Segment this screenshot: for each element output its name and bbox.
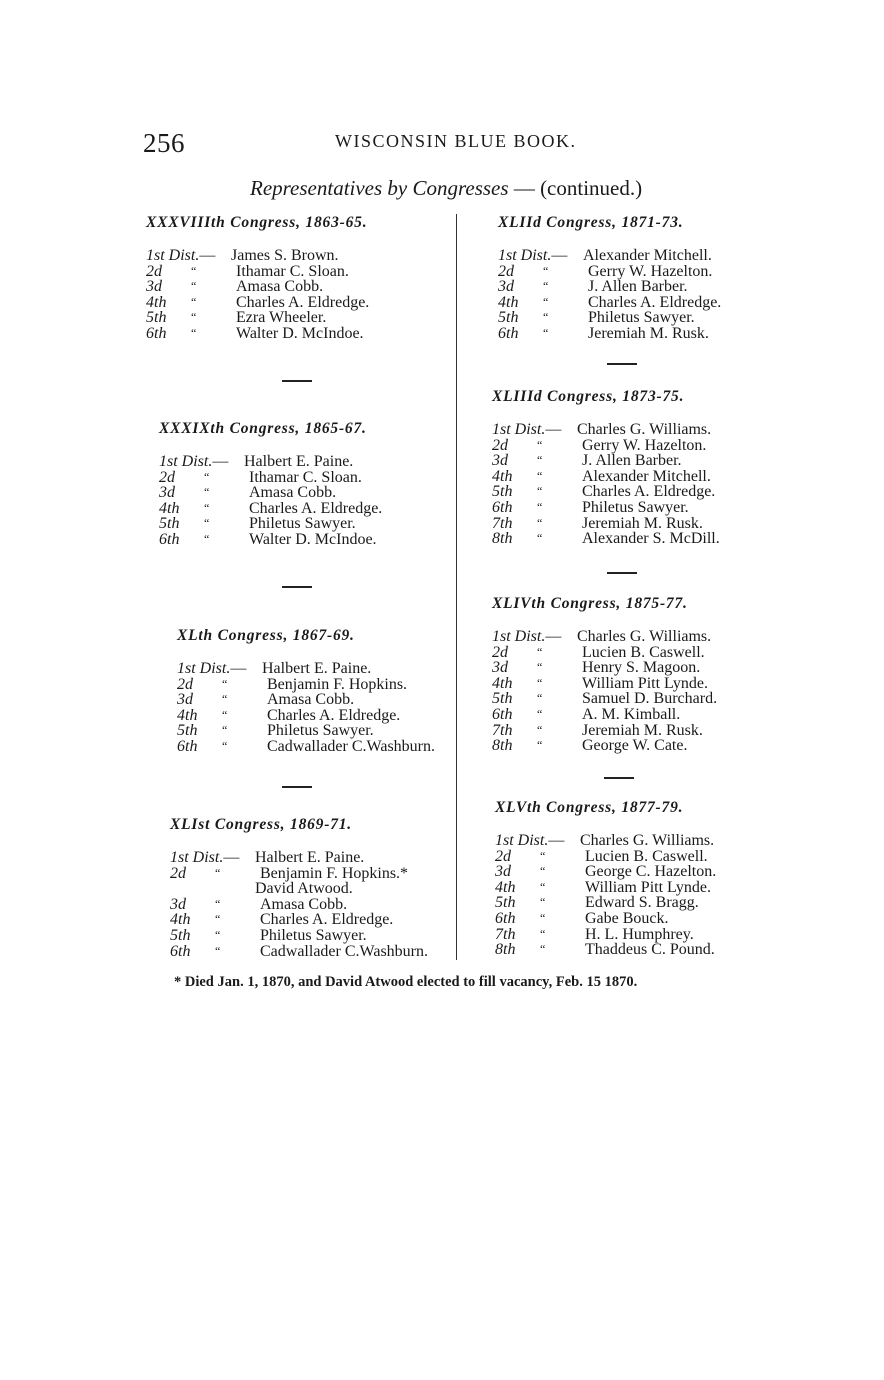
representative-row <box>492 691 717 707</box>
ditto-mark: “ <box>191 310 197 325</box>
representative-name: Cadwallader C.Washburn. <box>267 737 435 755</box>
representative-name: Philetus Sawyer. <box>260 926 367 944</box>
representative-name: Alexander Mitchell. <box>583 247 712 264</box>
ditto-mark: “ <box>543 263 549 278</box>
representative-row <box>492 469 720 485</box>
representative-name: Charles G. Williams. <box>580 832 715 849</box>
representative-name: Gerry W. Hazelton. <box>582 436 707 454</box>
representative-name: A. M. Kimball. <box>582 705 681 723</box>
ditto-mark: “ <box>191 279 197 294</box>
representative-name: Cadwallader C.Washburn. <box>260 942 428 960</box>
representative-list <box>495 833 716 958</box>
representative-name: Walter D. McIndoe. <box>249 530 377 548</box>
district-label: 4th <box>159 499 180 517</box>
ditto-mark: “ <box>543 294 549 309</box>
representative-row <box>492 516 720 532</box>
ditto-mark: “ <box>215 927 221 942</box>
representative-row <box>498 279 721 295</box>
district-label: 4th <box>492 467 513 485</box>
congress-title: XLIst Congress, 1869-71. <box>170 816 352 833</box>
representative-name: Walter D. McIndoe. <box>236 324 364 342</box>
district-label: 6th <box>146 324 167 342</box>
district-label: 4th <box>146 293 167 311</box>
representative-name: Thaddeus C. Pound. <box>585 941 715 959</box>
representative-row <box>146 264 369 280</box>
congress-block <box>492 595 717 754</box>
section-divider <box>607 363 637 365</box>
representative-name: Benjamin F. Hopkins. <box>267 675 408 693</box>
representative-name: Amasa Cobb. <box>236 278 324 296</box>
congress-block <box>498 214 721 342</box>
district-label: 8th <box>492 737 513 755</box>
representative-name: William Pitt Lynde. <box>585 878 712 896</box>
representative-row <box>492 707 717 723</box>
section-title <box>250 176 642 201</box>
representative-row <box>146 310 369 326</box>
district-label: 3d <box>170 895 186 913</box>
representative-row <box>177 661 435 677</box>
representative-name: Philetus Sawyer. <box>267 722 374 740</box>
representative-name: William Pitt Lynde. <box>582 674 709 692</box>
representative-row <box>146 248 369 264</box>
footnote: * Died Jan. 1, 1870, and David Atwood elected to fill vacancy, Feb. 15 1870. <box>174 974 638 990</box>
representative-list <box>492 422 720 547</box>
representative-row <box>498 326 721 342</box>
section-title-suffix: — (continued.) <box>508 176 643 200</box>
district-label: 8th <box>492 530 513 548</box>
representative-row <box>498 295 721 311</box>
representative-row <box>170 866 428 882</box>
section-divider <box>282 586 312 588</box>
district-label: 3d <box>492 659 508 677</box>
representative-name: Amasa Cobb. <box>249 484 337 502</box>
representative-name: George C. Hazelton. <box>585 863 717 881</box>
representative-row <box>492 453 720 469</box>
representative-row <box>177 692 435 708</box>
representative-row <box>492 645 717 661</box>
ditto-mark: “ <box>540 942 546 957</box>
district-label: 2d <box>177 675 193 693</box>
section-divider <box>282 380 312 382</box>
district-label: 2d <box>492 643 508 661</box>
district-label: 4th <box>170 911 191 929</box>
representative-row <box>146 279 369 295</box>
congress-block <box>495 799 716 958</box>
column-rule <box>456 214 457 960</box>
ditto-mark: “ <box>540 895 546 910</box>
representative-list <box>177 661 435 755</box>
congress-title: XLIId Congress, 1871-73. <box>498 214 684 231</box>
representative-name: Charles A. Eldredge. <box>588 293 722 311</box>
ditto-mark: “ <box>222 738 228 753</box>
ditto-mark: “ <box>191 263 197 278</box>
district-label: 2d <box>492 436 508 454</box>
district-label: 2d <box>495 847 511 865</box>
ditto-mark: “ <box>222 723 228 738</box>
representative-name: Halbert E. Paine. <box>244 453 354 470</box>
ditto-mark: “ <box>222 707 228 722</box>
district-label: 7th <box>495 925 516 943</box>
district-label: 2d <box>146 262 162 280</box>
congress-title: XXXIXth Congress, 1865-67. <box>159 420 367 437</box>
representative-list <box>146 248 369 342</box>
ditto-mark: “ <box>540 879 546 894</box>
congress-block <box>492 388 720 547</box>
district-label: 1st Dist.— <box>177 660 247 677</box>
representative-name: Lucien B. Caswell. <box>585 847 708 865</box>
ditto-mark: “ <box>204 469 210 484</box>
ditto-mark: “ <box>540 864 546 879</box>
representative-name: Amasa Cobb. <box>260 895 348 913</box>
congress-block <box>159 420 382 548</box>
district-label: 1st Dist.— <box>170 849 240 866</box>
representative-row <box>170 928 428 944</box>
representative-row <box>492 676 717 692</box>
district-label: 3d <box>177 691 193 709</box>
section-divider <box>607 572 637 574</box>
congress-title: XLth Congress, 1867-69. <box>177 627 355 644</box>
ditto-mark: “ <box>543 310 549 325</box>
representative-row <box>492 484 720 500</box>
representative-row <box>177 723 435 739</box>
representative-row <box>492 723 717 739</box>
representative-row <box>159 516 382 532</box>
ditto-mark: “ <box>537 644 543 659</box>
district-label: 4th <box>495 878 516 896</box>
district-label: 1st Dist.— <box>498 247 568 264</box>
district-label: 1st Dist.— <box>159 453 229 470</box>
district-label: 7th <box>492 514 513 532</box>
representative-row <box>495 895 716 911</box>
representative-row <box>498 264 721 280</box>
district-label: 4th <box>492 674 513 692</box>
ditto-mark: “ <box>537 691 543 706</box>
ditto-mark: “ <box>537 675 543 690</box>
congress-block <box>177 627 435 755</box>
district-label: 3d <box>146 278 162 296</box>
ditto-mark: “ <box>222 692 228 707</box>
representative-row <box>492 531 720 547</box>
district-label: 3d <box>492 452 508 470</box>
representative-name: Alexander S. McDill. <box>582 530 720 548</box>
representative-name: Philetus Sawyer. <box>588 309 695 327</box>
congress-title: XLIVth Congress, 1875-77. <box>492 595 688 612</box>
district-label: 5th <box>170 926 191 944</box>
representative-row <box>159 485 382 501</box>
representative-row <box>492 629 717 645</box>
ditto-mark: “ <box>215 896 221 911</box>
district-label: 3d <box>159 484 175 502</box>
district-label: 1st Dist.— <box>146 247 216 264</box>
district-label: 5th <box>492 483 513 501</box>
representative-name: David Atwood. <box>255 880 353 898</box>
district-label: 3d <box>495 863 511 881</box>
district-label: 5th <box>495 894 516 912</box>
page-number: 256 <box>143 128 185 158</box>
representative-row <box>492 438 720 454</box>
district-label: 1st Dist.— <box>492 628 562 645</box>
representative-list <box>498 248 721 342</box>
congress-title: XXXVIIIth Congress, 1863-65. <box>146 214 368 231</box>
representative-name: Henry S. Magoon. <box>582 659 701 677</box>
ditto-mark: “ <box>215 943 221 958</box>
representative-row <box>159 532 382 548</box>
district-label: 1st Dist.— <box>492 421 562 438</box>
representative-row <box>498 310 721 326</box>
representative-name: Ithamar C. Sloan. <box>249 468 362 486</box>
representative-name: Gabe Bouck. <box>585 909 669 927</box>
representative-name: Halbert E. Paine. <box>255 849 365 866</box>
district-label: 2d <box>159 468 175 486</box>
district-label: 6th <box>492 705 513 723</box>
district-label: 5th <box>177 722 198 740</box>
district-label: 3d <box>498 278 514 296</box>
district-label: 2d <box>170 864 186 882</box>
representative-row <box>495 864 716 880</box>
representative-name: Benjamin F. Hopkins.* <box>260 864 409 882</box>
representative-name: Charles A. Eldredge. <box>267 706 401 724</box>
ditto-mark: “ <box>540 848 546 863</box>
representative-row <box>492 500 720 516</box>
section-title-main: Representatives by Congresses <box>250 176 509 200</box>
district-label: 8th <box>495 941 516 959</box>
ditto-mark: “ <box>537 437 543 452</box>
representative-name: Charles G. Williams. <box>577 628 712 645</box>
representative-list <box>492 629 717 754</box>
district-label: 6th <box>495 909 516 927</box>
representative-row <box>495 927 716 943</box>
ditto-mark: “ <box>543 325 549 340</box>
ditto-mark: “ <box>537 706 543 721</box>
representative-name: James S. Brown. <box>231 247 339 264</box>
representative-name: Charles A. Eldredge. <box>249 499 383 517</box>
ditto-mark: “ <box>543 279 549 294</box>
district-label: 5th <box>492 690 513 708</box>
ditto-mark: “ <box>537 499 543 514</box>
representative-row <box>170 881 428 897</box>
ditto-mark: “ <box>537 453 543 468</box>
ditto-mark: “ <box>204 500 210 515</box>
representative-name: George W. Cate. <box>582 737 688 755</box>
ditto-mark: “ <box>540 926 546 941</box>
representative-row <box>492 660 717 676</box>
representative-name: Philetus Sawyer. <box>582 498 689 516</box>
representative-row <box>177 677 435 693</box>
representative-name: J. Allen Barber. <box>588 278 688 296</box>
representative-name: Jeremiah M. Rusk. <box>582 721 703 739</box>
ditto-mark: “ <box>191 325 197 340</box>
ditto-mark: “ <box>215 865 221 880</box>
congress-title: XLIIId Congress, 1873-75. <box>492 388 685 405</box>
representative-name: J. Allen Barber. <box>582 452 682 470</box>
representative-list <box>159 454 382 548</box>
representative-name: Charles A. Eldredge. <box>236 293 370 311</box>
representative-name: Ezra Wheeler. <box>236 309 327 327</box>
representative-row <box>159 454 382 470</box>
representative-row <box>170 897 428 913</box>
section-divider <box>282 786 312 788</box>
ditto-mark: “ <box>222 676 228 691</box>
representative-row <box>170 912 428 928</box>
district-label: 6th <box>498 324 519 342</box>
congress-title: XLVth Congress, 1877-79. <box>495 799 684 816</box>
district-label: 1st Dist.— <box>495 832 565 849</box>
ditto-mark: “ <box>537 484 543 499</box>
representative-row <box>492 422 720 438</box>
representative-name: Amasa Cobb. <box>267 691 355 709</box>
representative-name: Jeremiah M. Rusk. <box>588 324 709 342</box>
representative-row <box>495 942 716 958</box>
ditto-mark: “ <box>204 516 210 531</box>
representative-row <box>177 708 435 724</box>
representative-name: Edward S. Bragg. <box>585 894 699 912</box>
congress-block <box>146 214 369 342</box>
representative-row <box>170 944 428 960</box>
congress-block <box>170 816 428 959</box>
district-label: 6th <box>492 498 513 516</box>
ditto-mark: “ <box>204 531 210 546</box>
section-divider <box>604 777 634 779</box>
representative-name: Lucien B. Caswell. <box>582 643 705 661</box>
ditto-mark: “ <box>204 485 210 500</box>
district-label: 5th <box>146 309 167 327</box>
representative-name: Charles A. Eldredge. <box>582 483 716 501</box>
representative-name: H. L. Humphrey. <box>585 925 694 943</box>
district-label: 2d <box>498 262 514 280</box>
representative-name: Gerry W. Hazelton. <box>588 262 713 280</box>
ditto-mark: “ <box>537 738 543 753</box>
running-head: WISCONSIN BLUE BOOK. <box>335 131 577 151</box>
ditto-mark: “ <box>537 531 543 546</box>
district-label: 5th <box>159 515 180 533</box>
representative-name: Halbert E. Paine. <box>262 660 372 677</box>
representative-name: Samuel D. Burchard. <box>582 690 718 708</box>
district-label: 6th <box>159 530 180 548</box>
representative-row <box>495 911 716 927</box>
representative-row <box>170 850 428 866</box>
representative-name: Alexander Mitchell. <box>582 467 711 485</box>
district-label: 6th <box>170 942 191 960</box>
ditto-mark: “ <box>215 912 221 927</box>
representative-name: Charles G. Williams. <box>577 421 712 438</box>
ditto-mark: “ <box>540 910 546 925</box>
representative-row <box>159 470 382 486</box>
ditto-mark: “ <box>537 468 543 483</box>
representative-name: Ithamar C. Sloan. <box>236 262 349 280</box>
representative-name: Philetus Sawyer. <box>249 515 356 533</box>
representative-row <box>495 880 716 896</box>
representative-row <box>495 849 716 865</box>
ditto-mark: “ <box>537 515 543 530</box>
district-label: 6th <box>177 737 198 755</box>
representative-row <box>498 248 721 264</box>
district-label: 4th <box>177 706 198 724</box>
representative-row <box>177 739 435 755</box>
ditto-mark: “ <box>191 294 197 309</box>
representative-name: Jeremiah M. Rusk. <box>582 514 703 532</box>
representative-row <box>495 833 716 849</box>
representative-row <box>159 501 382 517</box>
representative-name: Charles A. Eldredge. <box>260 911 394 929</box>
representative-row <box>492 738 717 754</box>
representative-row <box>146 326 369 342</box>
district-label: 5th <box>498 309 519 327</box>
district-label: 7th <box>492 721 513 739</box>
district-label: 4th <box>498 293 519 311</box>
representative-list <box>170 850 428 959</box>
ditto-mark: “ <box>537 660 543 675</box>
representative-row <box>146 295 369 311</box>
ditto-mark: “ <box>537 722 543 737</box>
